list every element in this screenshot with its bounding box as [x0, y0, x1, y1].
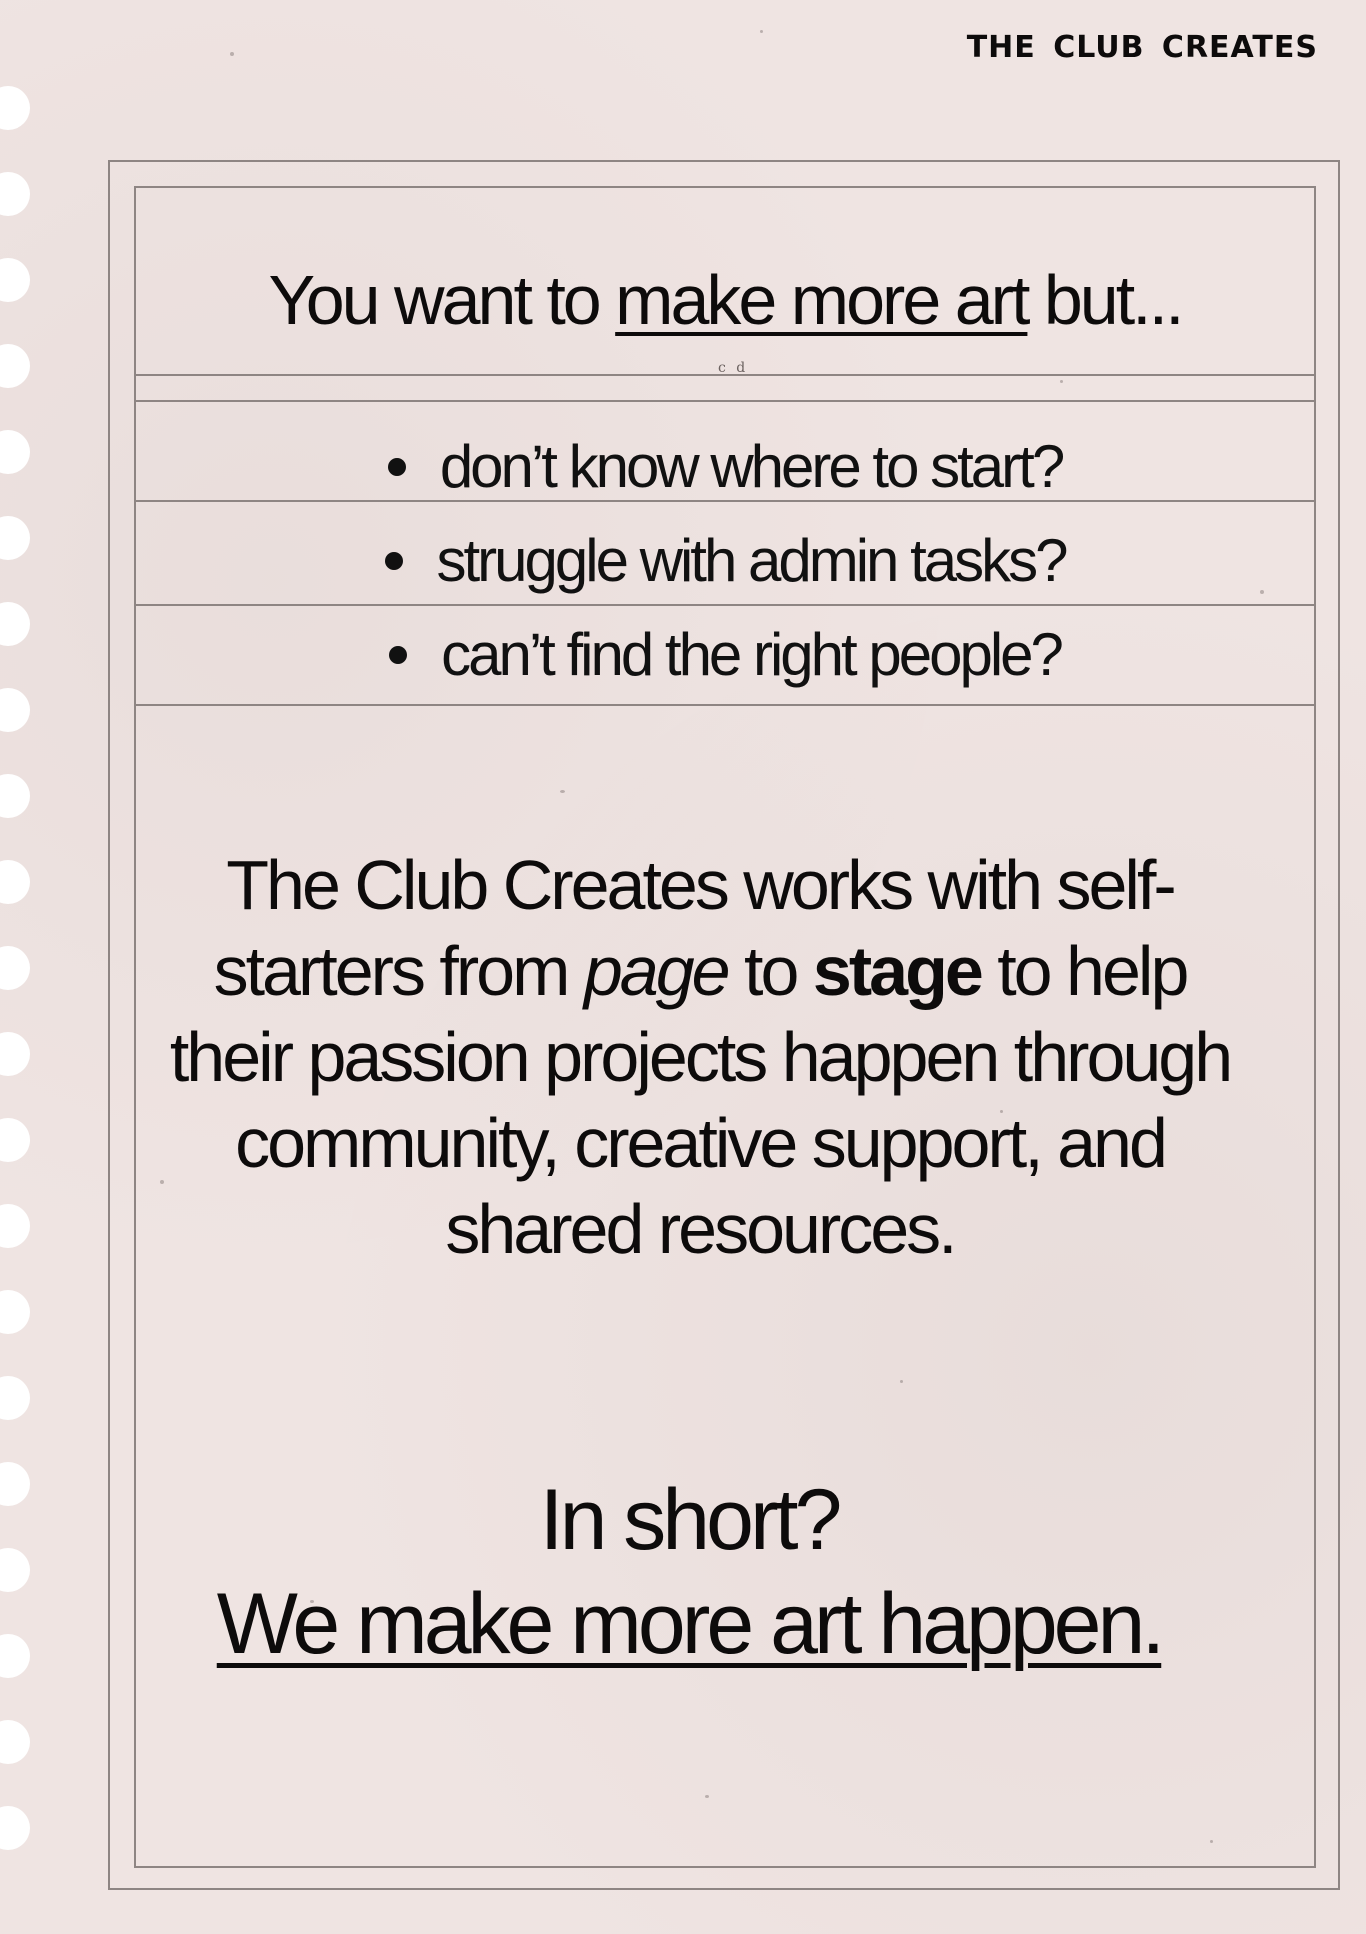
paper-speck: [760, 30, 763, 33]
tiny-pencil-mark: c d: [718, 360, 749, 376]
pain-point-text: can’t find the right people?: [441, 621, 1061, 688]
mission-statement: [150, 842, 1250, 1272]
ruled-line: [134, 704, 1316, 706]
mission-part-2: to: [727, 932, 813, 1010]
tagline-text: We make more art happen.: [216, 1576, 1162, 1672]
mission-italic-word: page: [583, 932, 728, 1010]
bullet-icon: [389, 646, 407, 664]
mission-part-1: The Club Creates works with self-starters from: [213, 846, 1174, 1010]
list-item: [134, 608, 1316, 702]
pain-point-list: [134, 420, 1316, 702]
mission-bold-word: stage: [812, 932, 981, 1010]
pain-point-text: don’t know where to start?: [439, 433, 1063, 500]
list-item: [134, 420, 1316, 514]
headline-lead: You want to: [268, 261, 616, 339]
closing-question: In short?: [539, 1472, 839, 1568]
ruled-line: [134, 400, 1316, 402]
brand-wordmark: THE CLUB CREATES: [966, 30, 1318, 65]
bullet-icon: [385, 552, 403, 570]
mission-part-3: to help their passion projects happen through community, creative support, and shared resources.: [169, 932, 1231, 1268]
headline-trail: but...: [1027, 261, 1182, 339]
bullet-icon: [388, 458, 406, 476]
headline: [134, 258, 1316, 342]
paper-speck: [230, 52, 234, 56]
list-item: [134, 514, 1316, 608]
pain-point-text: struggle with admin tasks?: [436, 527, 1066, 594]
closing-tagline: [134, 1574, 1244, 1674]
headline-emphasis: make more art: [615, 261, 1028, 339]
